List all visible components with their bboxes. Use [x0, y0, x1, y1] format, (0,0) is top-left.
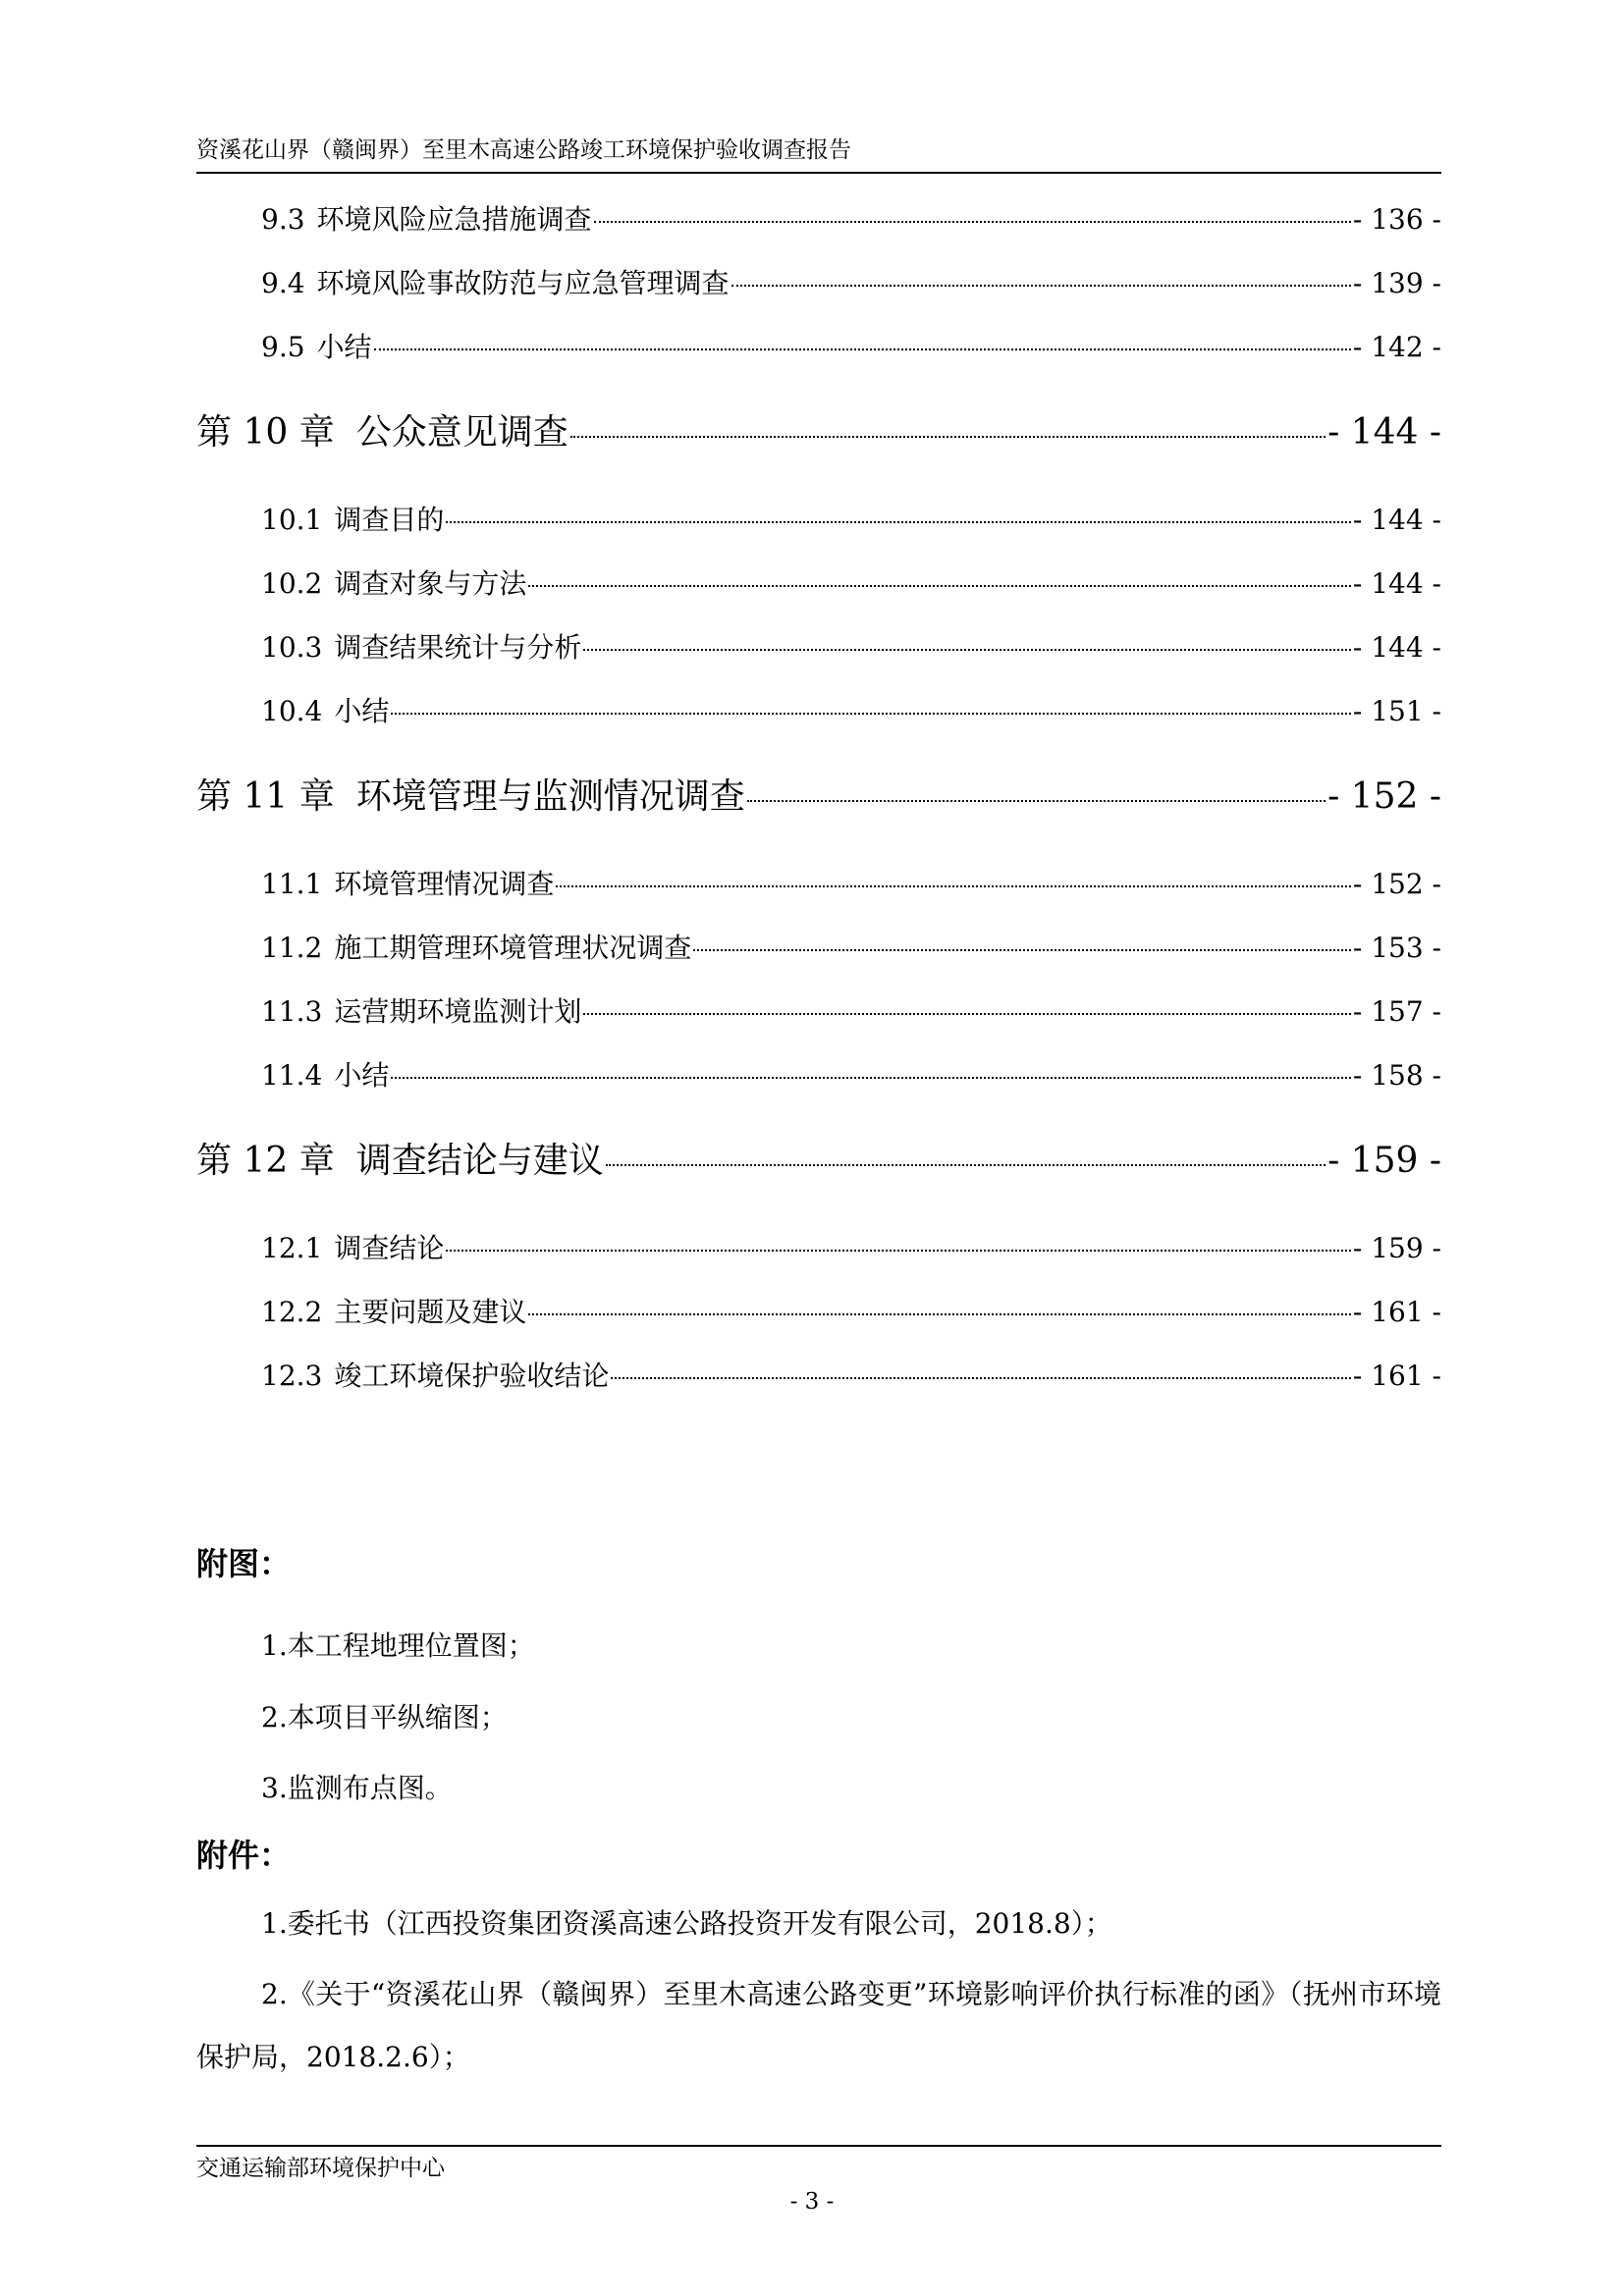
toc-entry[interactable]: [261, 626, 1441, 666]
toc-entry[interactable]: [261, 990, 1441, 1030]
toc-chapter-title: 调查结论与建议: [355, 1141, 604, 1181]
toc-leader: [731, 285, 1351, 287]
toc-title: 小结: [316, 331, 372, 363]
toc-entry[interactable]: [261, 690, 1441, 729]
toc-chapter-number: 第 11 章: [196, 776, 335, 817]
toc-title: 调查对象与方法: [334, 567, 527, 600]
toc-entry[interactable]: [261, 562, 1441, 602]
toc-entry[interactable]: [261, 326, 1441, 365]
toc-number: 10.4: [261, 695, 323, 727]
figures-heading: 附图：: [196, 1545, 292, 1582]
toc-entry[interactable]: [261, 1355, 1441, 1394]
toc-leader: [374, 348, 1351, 350]
toc-page: - 157 -: [1352, 995, 1441, 1028]
header-title: 资溪花山界（赣闽界）至里木高速公路竣工环境保护验收调查报告: [196, 137, 851, 163]
toc-number: 10.2: [261, 567, 323, 600]
attachment-item: 2.《关于“资溪花山界（赣闽界）至里木高速公路变更”环境影响评价执行标准的函》（抚州市环境保护局，2018.2.6）；: [196, 1978, 1441, 2073]
toc-title: 竣工环境保护验收结论: [334, 1360, 610, 1392]
toc-leader: [391, 1077, 1350, 1079]
toc-number: 12.3: [261, 1360, 323, 1392]
toc-chapter-title: 环境管理与监测情况调查: [355, 776, 745, 817]
toc-page: - 159 -: [1327, 1141, 1441, 1181]
toc-leader: [556, 885, 1350, 887]
toc-page: - 158 -: [1352, 1059, 1441, 1092]
toc-entry[interactable]: [261, 1227, 1441, 1266]
toc-leader: [693, 949, 1350, 951]
footer-rule: [196, 2145, 1441, 2147]
toc-number: 9.5: [261, 331, 305, 363]
toc-number: 12.1: [261, 1232, 323, 1264]
toc-entry[interactable]: [261, 863, 1441, 902]
attachments-heading: 附件：: [196, 1837, 292, 1874]
toc-number: 9.4: [261, 267, 305, 299]
toc-page: - 139 -: [1352, 267, 1441, 299]
toc-number: 12.2: [261, 1296, 323, 1328]
toc-page: - 159 -: [1352, 1232, 1441, 1264]
toc-leader: [747, 800, 1326, 802]
footer-org: 交通运输部环境保护中心: [196, 2156, 445, 2181]
toc-leader: [583, 1013, 1350, 1015]
toc-title: 小结: [334, 695, 390, 727]
toc-chapter-entry[interactable]: [196, 404, 1441, 454]
toc-number: 10.3: [261, 631, 323, 664]
header-rule: [196, 172, 1441, 174]
toc-page: - 151 -: [1352, 695, 1441, 727]
toc-leader: [391, 713, 1350, 715]
toc-leader: [594, 221, 1351, 223]
toc-title: 调查结论: [334, 1232, 445, 1264]
toc-title: 环境管理情况调查: [334, 868, 555, 900]
toc-leader: [570, 436, 1326, 438]
toc-chapter-number: 第 12 章: [196, 1141, 335, 1181]
toc-number: 9.3: [261, 203, 305, 236]
toc-title: 环境风险事故防范与应急管理调查: [316, 267, 730, 299]
toc-leader: [611, 1377, 1350, 1379]
toc-page: - 152 -: [1352, 868, 1441, 900]
figure-item: 3.监测布点图。: [261, 1772, 453, 1804]
figure-item: 2.本项目平纵缩图；: [261, 1701, 508, 1734]
toc-page: - 136 -: [1352, 203, 1441, 236]
toc-title: 小结: [334, 1059, 390, 1092]
toc-leader: [446, 1250, 1350, 1252]
toc-leader: [583, 649, 1350, 651]
toc-title: 环境风险应急措施调查: [316, 203, 592, 236]
page-number: - 3 -: [789, 2189, 835, 2215]
toc-page: - 144 -: [1352, 504, 1441, 536]
toc-number: 11.4: [261, 1059, 323, 1092]
toc-number: 11.3: [261, 995, 323, 1028]
toc-title: 调查结果统计与分析: [334, 631, 582, 664]
toc-entry[interactable]: [261, 1054, 1441, 1094]
toc-title: 调查目的: [334, 504, 445, 536]
toc-number: 11.2: [261, 932, 323, 964]
toc-leader: [606, 1164, 1326, 1166]
toc-chapter-title: 公众意见调查: [355, 412, 568, 453]
toc-chapter-entry[interactable]: [196, 1133, 1441, 1183]
toc-page: - 161 -: [1352, 1296, 1441, 1328]
toc-page: - 142 -: [1352, 331, 1441, 363]
attachment-item: 1.委托书（江西投资集团资溪高速公路投资开发有限公司，2018.8）；: [261, 1907, 1112, 1940]
toc-number: 11.1: [261, 868, 323, 900]
toc-page: - 153 -: [1352, 932, 1441, 964]
toc-number: 10.1: [261, 504, 323, 536]
toc-title: 运营期环境监测计划: [334, 995, 582, 1028]
toc-page: - 144 -: [1352, 567, 1441, 600]
toc-entry[interactable]: [261, 262, 1441, 301]
toc-page: - 144 -: [1352, 631, 1441, 664]
toc-title: 主要问题及建议: [334, 1296, 527, 1328]
toc-leader: [528, 1313, 1350, 1315]
figure-item: 1.本工程地理位置图；: [261, 1629, 535, 1662]
toc-leader: [446, 521, 1350, 523]
toc-entry[interactable]: [261, 499, 1441, 538]
toc-entry[interactable]: [261, 1291, 1441, 1330]
toc-chapter-number: 第 10 章: [196, 412, 335, 453]
toc-entry[interactable]: [261, 198, 1441, 238]
toc-page: - 161 -: [1352, 1360, 1441, 1392]
toc-entry[interactable]: [261, 927, 1441, 966]
toc-chapter-entry[interactable]: [196, 769, 1441, 819]
toc-page: - 152 -: [1327, 776, 1441, 817]
toc-title: 施工期管理环境管理状况调查: [334, 932, 692, 964]
toc-page: - 144 -: [1327, 412, 1441, 453]
toc-leader: [528, 585, 1350, 587]
